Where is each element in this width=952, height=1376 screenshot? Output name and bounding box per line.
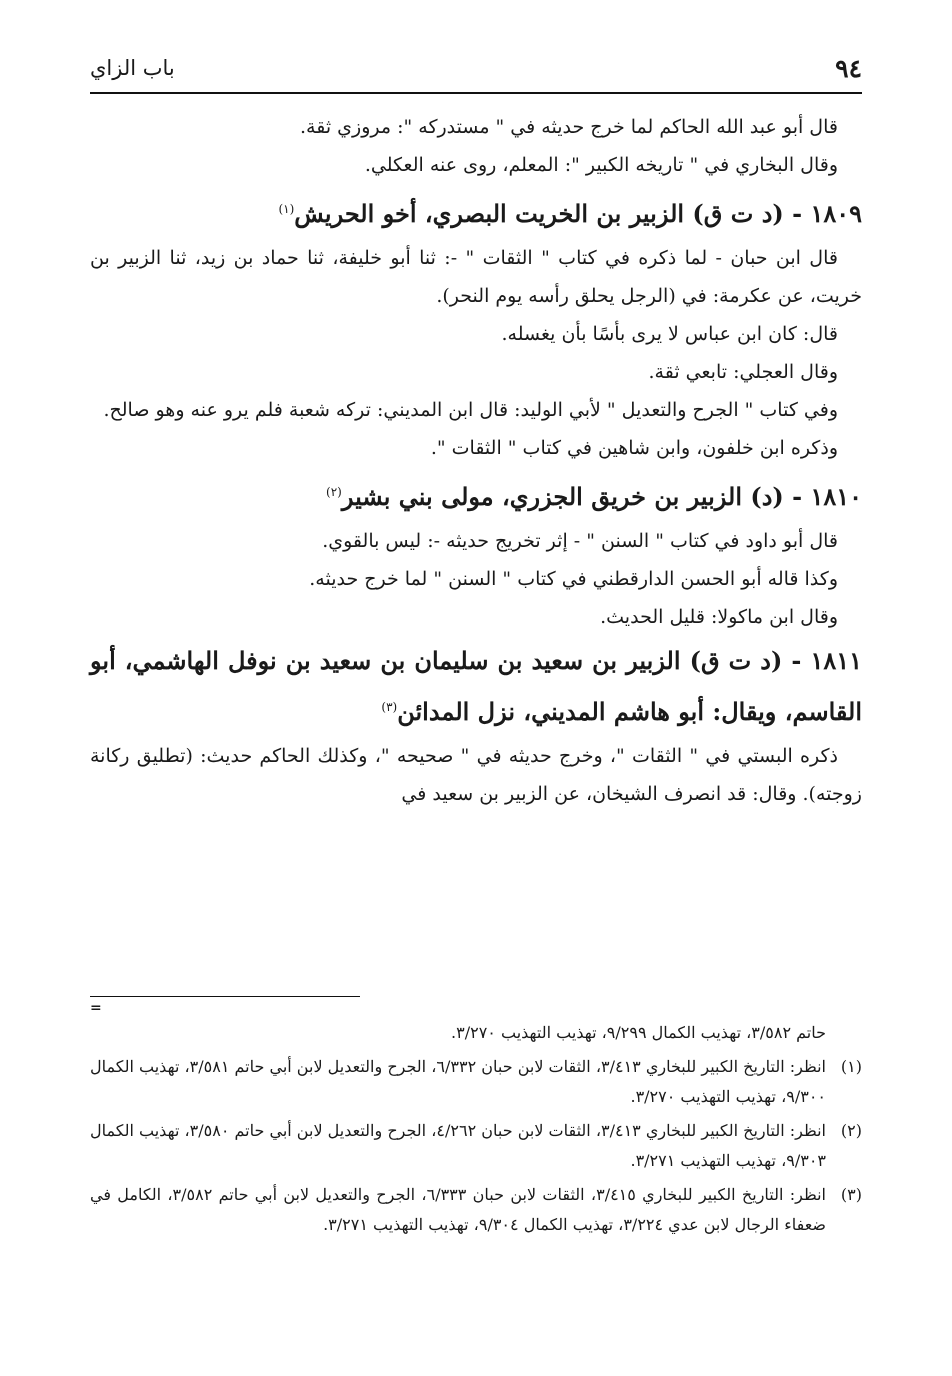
continuation-mark: = [90, 1000, 102, 1016]
footnote-marker: (١) [840, 1057, 862, 1076]
paragraph: وقال البخاري في " تاريخه الكبير ": المعلم، روى عنه العكلي. [364, 154, 838, 176]
paragraph: قال ابن حبان - لما ذكره في كتاب " الثقات " -: ثنا أبو خليفة، ثنا حماد بن زيد، ثنا الزبير بن خريت، عن عكرمة: في (الرجل يحلق رأسه يوم النحر). [90, 247, 862, 307]
paragraph: وكذا قاله أبو الحسن الدارقطني في كتاب " السنن " لما خرج حديثه. [309, 568, 838, 590]
paragraph: قال أبو عبد الله الحاكم لما خرج حديثه في " مستدركه ": مروزي ثقة. [299, 116, 838, 138]
entry-heading [90, 186, 862, 237]
footnote-rule [90, 996, 360, 997]
footnote [90, 1180, 862, 1240]
footnote-ref[interactable]: (٣) [381, 700, 398, 714]
running-title: باب الزاي [90, 56, 175, 80]
footnote [90, 1052, 862, 1112]
paragraph: وذكره ابن خلفون، وابن شاهين في كتاب " الثقات ". [430, 437, 838, 459]
footnote-marker: (٣) [840, 1185, 862, 1204]
footnote-text: انظر: التاريخ الكبير للبخاري ٣/٤١٣، الثقات لابن حبان ٦/٣٣٢، الجرح والتعديل لابن أبي حاتم ٣/٥٨١، تهذيب الكمال ٩/٣٠٠، تهذيب التهذيب ٣/٢٧٠. [90, 1057, 826, 1106]
paragraph: وقال ابن ماكولا: قليل الحديث. [600, 606, 838, 628]
paragraph: ذكره البستي في " الثقات "، وخرج حديثه في " صحيحه "، وكذلك الحاكم حديث: (تطليق ركانة زوجته). وقال: قد انصرف الشيخان، عن الزبير بن سعيد في [90, 745, 862, 805]
entry-title: ١٨٠٩ - (د ت ق) الزبير بن الخريت البصري، أخو الحريش [294, 199, 862, 228]
footnote-ref[interactable]: (٢) [326, 485, 342, 499]
footnote [90, 1116, 862, 1176]
footnote-separator [90, 990, 862, 1018]
footnote-text: حاتم ٣/٥٨٢، تهذيب الكمال ٩/٢٩٩، تهذيب التهذيب ٣/٢٧٠. [451, 1023, 826, 1042]
entry-heading [90, 469, 862, 520]
footnote-text: انظر: التاريخ الكبير للبخاري ٣/٤١٣، الثقات لابن حبان ٤/٢٦٢، الجرح والتعديل لابن أبي حاتم ٣/٥٨٠، تهذيب الكمال ٩/٣٠٣، تهذيب التهذيب ٣/٢٧١. [90, 1121, 826, 1170]
paragraph: وفي كتاب " الجرح والتعديل " لأبي الوليد: قال ابن المديني: تركه شعبة فلم يرو عنه وهو صالح. [103, 399, 838, 421]
page-number: ٩٤ [835, 54, 862, 83]
footnote-text: انظر: التاريخ الكبير للبخاري ٣/٤١٥، الثقات لابن حبان ٦/٣٣٣، الجرح والتعديل لابن أبي حاتم ٣/٥٨٢، الكامل في ضعفاء الرجال لابن عدي ٣/٢٢٤، تهذيب الكمال ٩/٣٠٤، تهذيب التهذيب ٣/٢٧١. [90, 1185, 827, 1234]
paragraph: قال أبو داود في كتاب " السنن " - إثر تخريج حديثه -: ليس بالقوي. [322, 530, 838, 552]
footnote-marker: (٢) [840, 1121, 862, 1140]
paragraph: قال: كان ابن عباس لا يرى بأسًا بأن يغسله. [501, 323, 838, 345]
entry-heading [90, 638, 862, 735]
paragraph: وقال العجلي: تابعي ثقة. [648, 361, 838, 383]
footnotes [90, 990, 862, 1244]
entry-title: ١٨١٠ - (د) الزبير بن خريق الجزري، مولى بني بشير [341, 482, 862, 511]
entry-title: ١٨١١ - (د ت ق) الزبير بن سعيد بن سليمان بن سعيد بن نوفل الهاشمي، أبو القاسم، ويقال: أبو هاشم المديني، نزل المدائن [90, 646, 862, 726]
footnote-continuation [90, 1018, 862, 1048]
page-header [90, 48, 862, 94]
footnote-ref[interactable]: (١) [278, 202, 295, 216]
page [90, 48, 862, 813]
main-text [90, 108, 862, 813]
